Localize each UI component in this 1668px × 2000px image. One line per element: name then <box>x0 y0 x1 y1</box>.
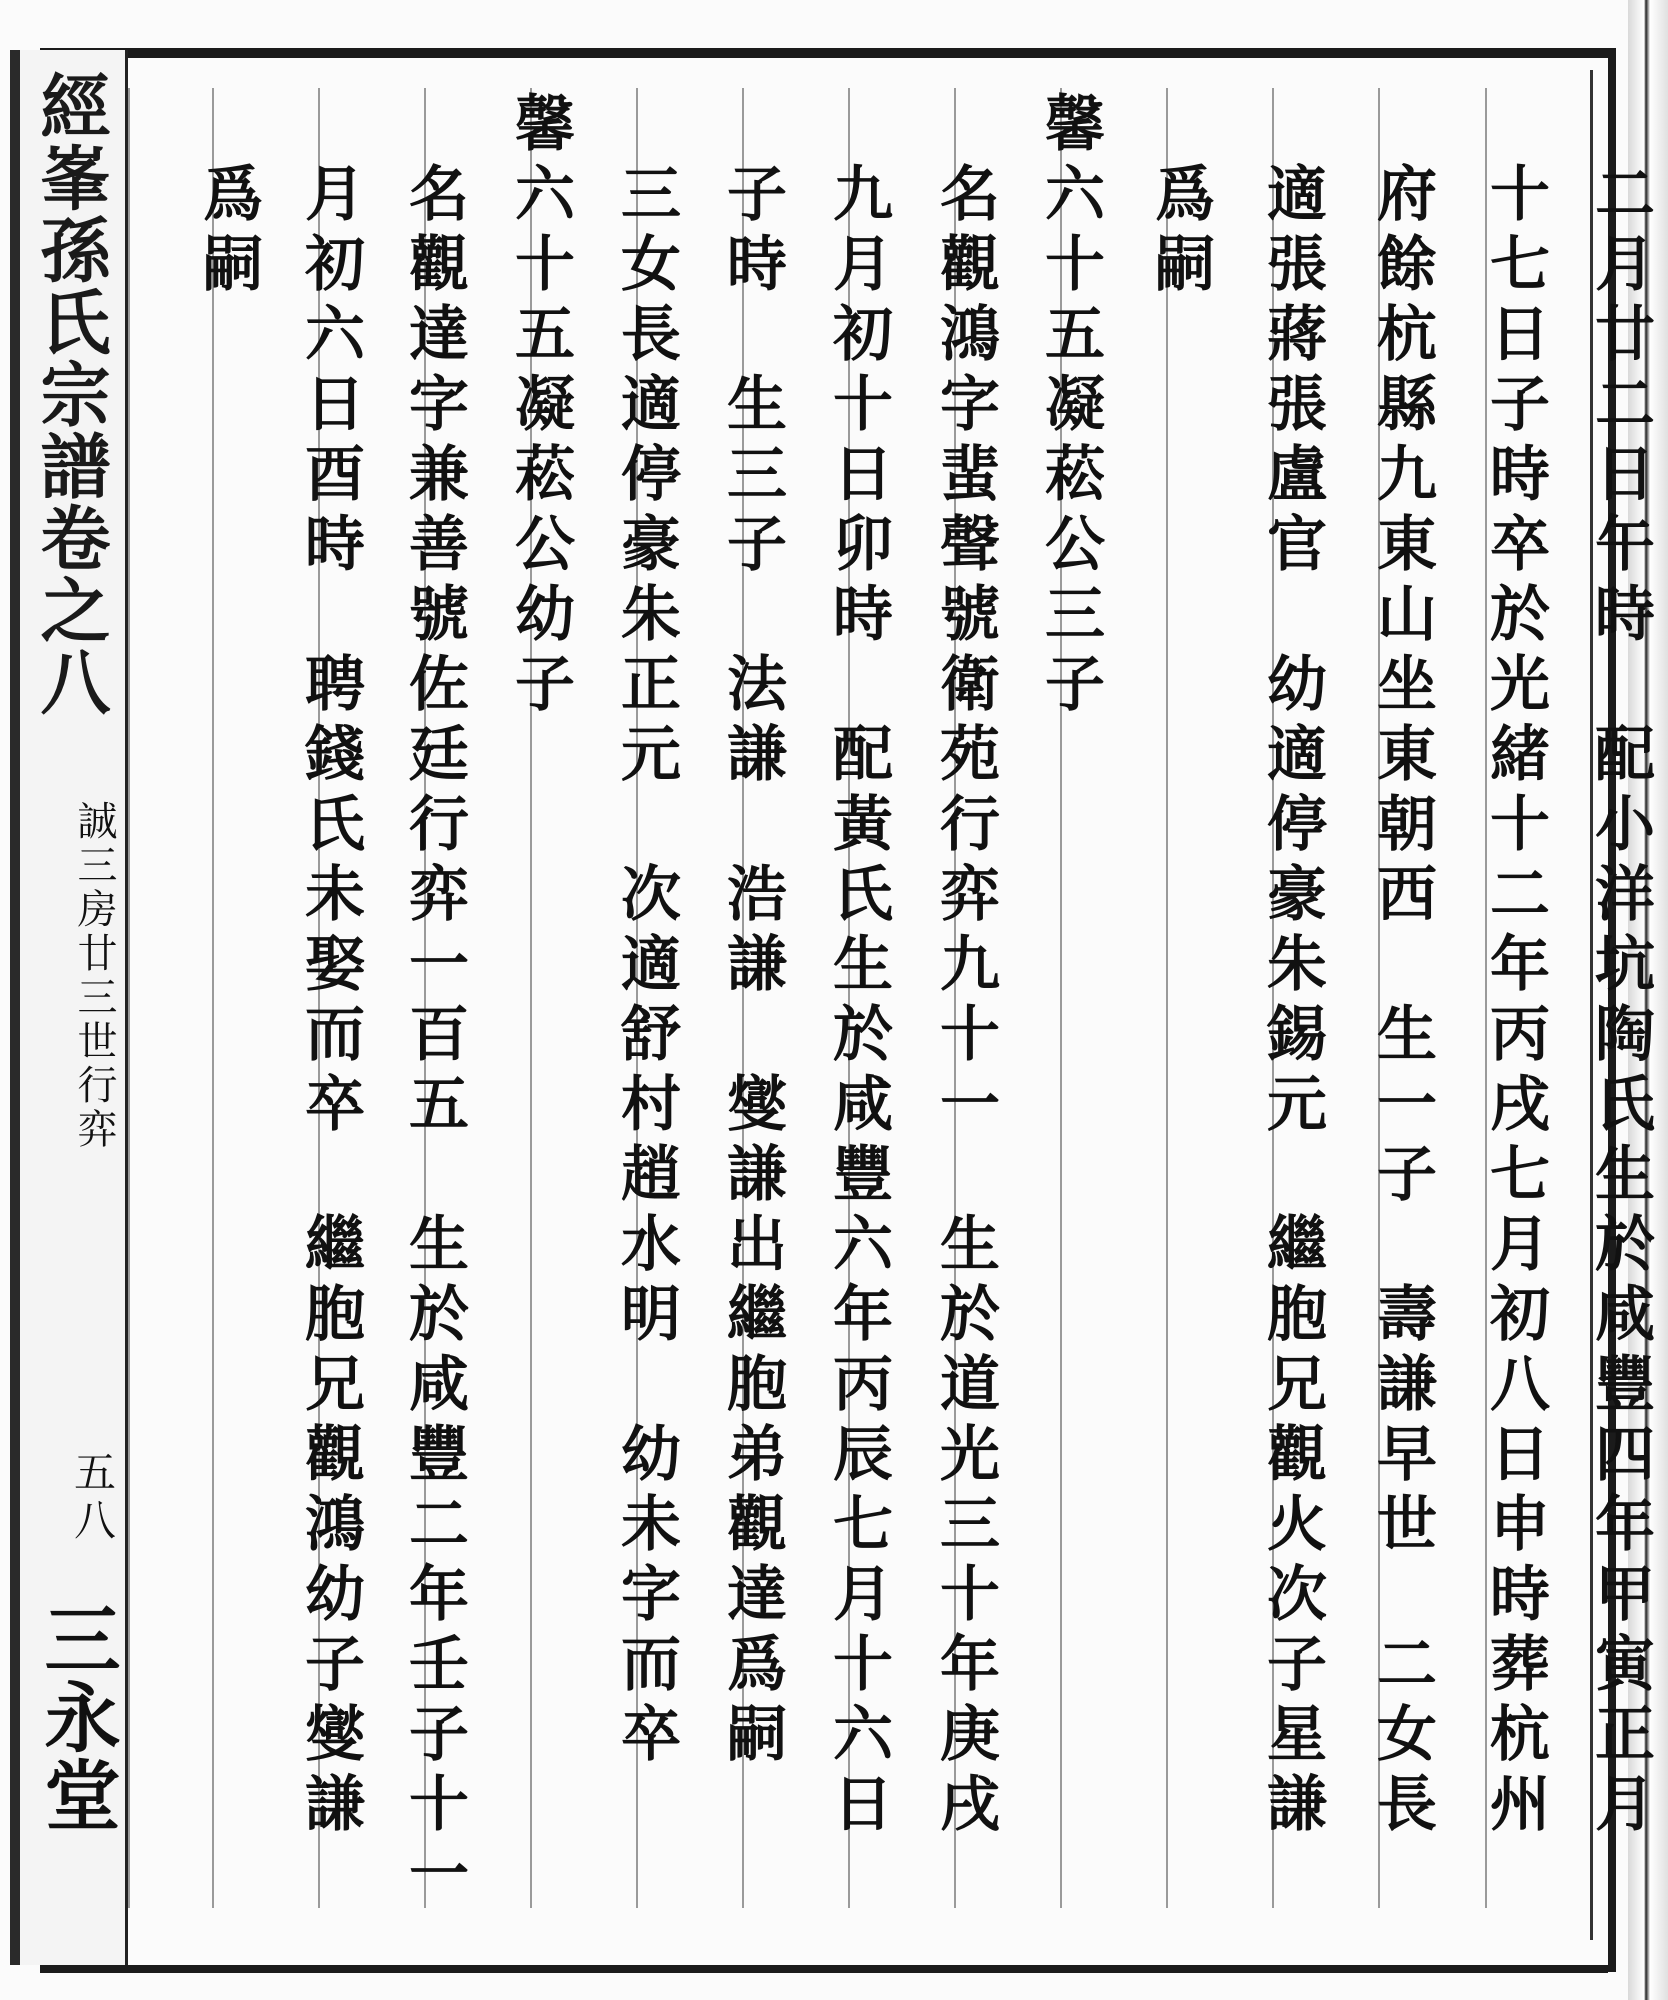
column-text: 十七日子時卒於光緒十二年丙戌七月初八日申時葬杭州 <box>1480 92 1550 1842</box>
text-column <box>460 92 575 1922</box>
column-text: 名觀鴻字蜚聲號衛苑行弈九十一 生於道光三十年庚戌 <box>930 92 1000 1842</box>
column-text: 馨六十五凝菘公幼子 <box>505 92 575 722</box>
page-number: 五八 <box>68 1450 117 1546</box>
column-text: 適張蔣張盧官 幼適停豪朱錫元 繼胞兄觀火次子星謙 <box>1257 92 1327 1842</box>
column-text: 爲嗣 <box>193 92 263 302</box>
column-text: 子時 生三子 法謙 浩謙 燮謙出繼胞弟觀達爲嗣 <box>717 92 787 1772</box>
text-column <box>1100 92 1215 1922</box>
book-title: 經峯孫氏宗譜卷之八 <box>29 70 112 718</box>
frame-bottom-border <box>40 1965 1608 1973</box>
hall-name: 三永堂 <box>32 1600 121 1834</box>
text-column <box>566 92 681 1922</box>
text-column <box>1435 92 1550 1922</box>
column-text: 名觀達字兼善號佐廷行弈一百五 生於咸豐二年壬子十一 <box>399 92 469 1912</box>
column-text: 九月初十日卯時 配黃氏生於咸豐六年丙辰七月十六日 <box>823 92 893 1842</box>
text-column <box>778 92 893 1922</box>
text-column <box>250 92 365 1922</box>
column-text: 三女長適停豪朱正元 次適舒村趙水明 幼未字而卒 <box>611 92 681 1772</box>
margin-edge <box>10 50 20 1965</box>
section-label: 誠三房廿三世行弈 <box>71 800 117 1152</box>
text-column <box>1212 92 1327 1922</box>
text-column <box>354 92 469 1922</box>
column-text: 二月廿二日午時 配小洋坑陶氏生於咸豐四年甲寅正月 <box>1585 92 1655 1842</box>
text-column <box>990 92 1105 1922</box>
text-column <box>148 92 263 1922</box>
text-column <box>672 92 787 1922</box>
column-text: 爲嗣 <box>1145 92 1215 302</box>
column-text: 月初六日酉時 聘錢氏未娶而卒 繼胞兄觀鴻幼子燮謙 <box>295 92 365 1842</box>
column-text: 府餘杭縣九東山坐東朝西 生一子 壽謙早世 二女長 <box>1367 92 1437 1842</box>
text-column <box>1322 92 1437 1922</box>
text-column <box>1540 92 1655 1922</box>
frame-top-border <box>40 48 1608 58</box>
column-text: 馨六十五凝菘公三子 <box>1035 92 1105 722</box>
text-column <box>885 92 1000 1922</box>
column-divider <box>128 88 130 1908</box>
